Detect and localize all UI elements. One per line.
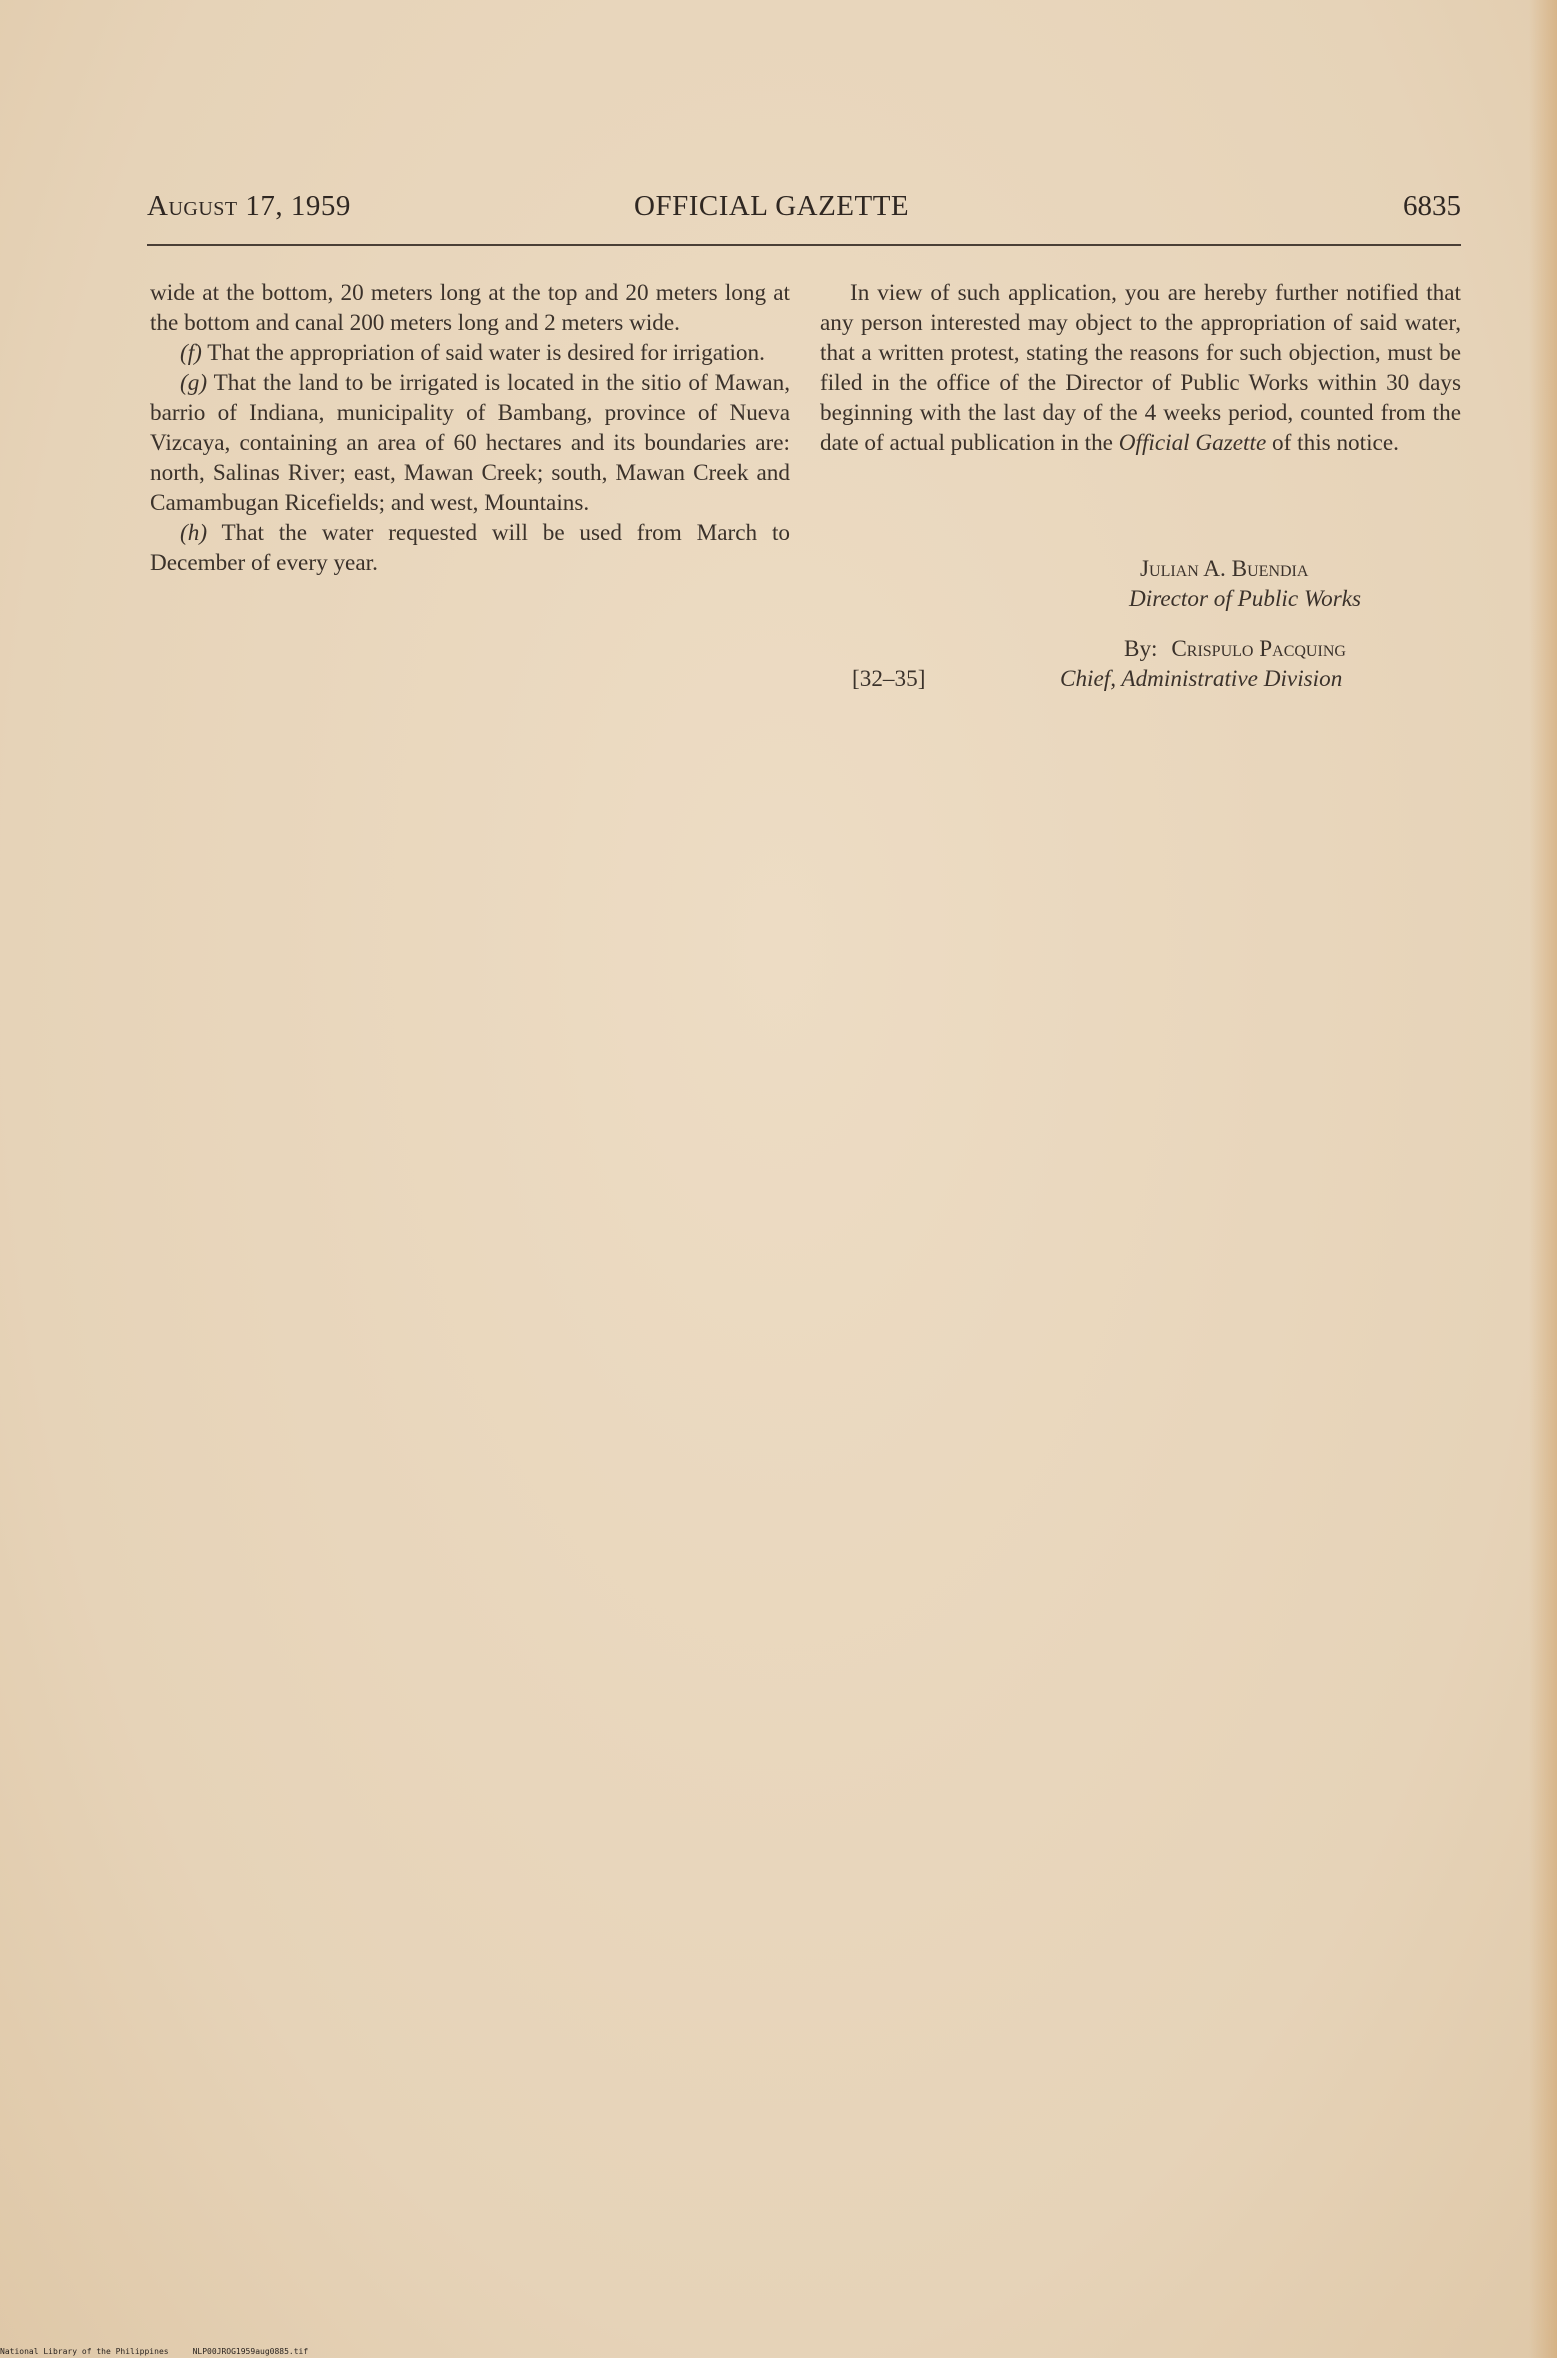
notice-gazette-name: Official Gazette	[1118, 430, 1267, 456]
footer-filename: NLP00JROG1959aug0885.tif	[192, 2347, 309, 2356]
notice-paragraph	[820, 278, 1461, 458]
item-text-h: That the water requested will be used from March to December of every year.	[150, 520, 790, 576]
delegate-name: Crispulo Pacquing	[1171, 636, 1346, 662]
left-column	[150, 278, 790, 578]
page-number: 6835	[1403, 190, 1461, 222]
item-label-g: (g)	[180, 370, 208, 396]
publication-title: OFFICIAL GAZETTE	[634, 190, 910, 222]
scan-footer	[0, 2347, 308, 2356]
header-rule	[147, 244, 1461, 246]
notice-text-end: of this notice.	[1266, 430, 1399, 456]
item-label-h: (h)	[180, 520, 208, 546]
delegate-title: Chief, Administrative Division	[1060, 666, 1343, 692]
header-date: August 17, 1959	[147, 190, 351, 222]
paragraph-h	[150, 518, 790, 578]
signatory-title: Director of Public Works	[1129, 586, 1362, 612]
item-text-g: That the land to be irrigated is located in the sitio of Mawan, barrio of Indiana, municipality of Bambang, province of Nueva Vizcaya, containing an area of 60 hectares and its boundaries are: north, Salinas River; east, Mawan Creek; south, Mawan Creek and Camambugan Ricefields; and west, Mountains.	[150, 370, 790, 516]
issue-reference: [32–35]	[852, 666, 926, 692]
item-label-f: (f)	[180, 340, 202, 366]
delegate-line	[1124, 636, 1346, 663]
notice-text-start: In view of such application, you are hereby further notified that any person interested may object to the appropriation of said water, that a written protest, stating the reasons for such objection, must be filed in the office of the Director of Public Works within 30 days beginning with the last day of the 4 weeks period, counted from the date of actual publication in the	[820, 280, 1461, 456]
item-text-f: That the appropriation of said water is desired for irrigation.	[201, 340, 765, 366]
footer-library: National Library of the Philippines	[0, 2347, 169, 2356]
page-header	[147, 190, 1461, 234]
by-label: By:	[1124, 636, 1158, 662]
paragraph-continuation: wide at the bottom, 20 meters long at the top and 20 meters long at the bottom and canal 200 meters long and 2 meters wide.	[150, 280, 790, 336]
right-column	[820, 278, 1461, 458]
page-edge-shadow	[1529, 0, 1557, 2358]
paragraph-g	[150, 368, 790, 518]
signatory-name: Julian A. Buendia	[1140, 556, 1309, 582]
paragraph-f	[150, 338, 790, 368]
